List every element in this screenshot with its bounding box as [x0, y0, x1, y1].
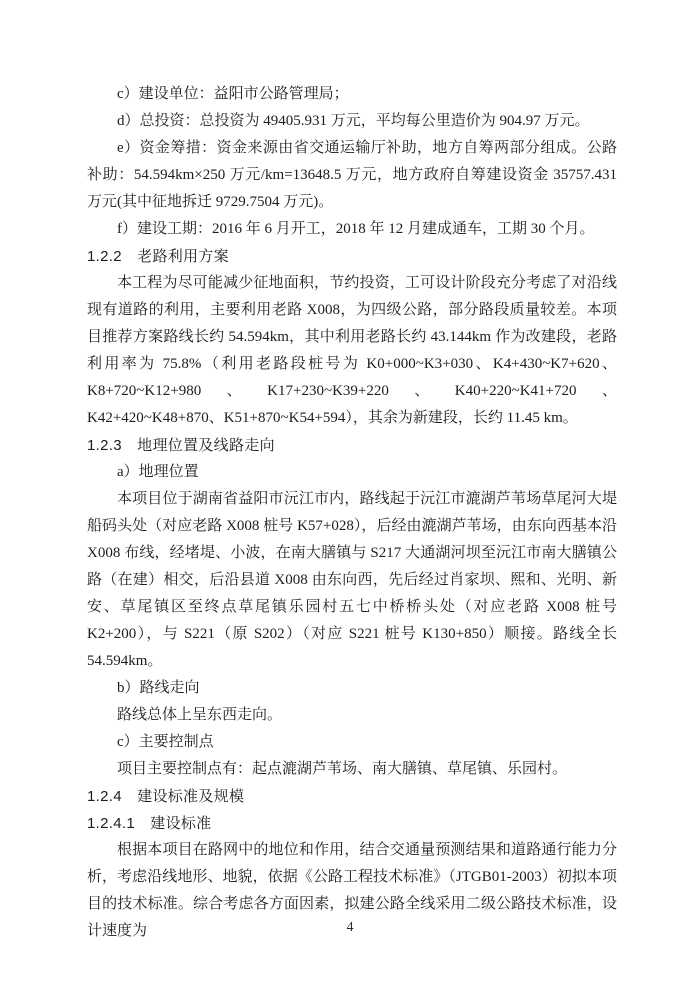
sub-item-c-control-points: c）主要控制点 [117, 734, 214, 750]
list-item-f-construction-period: f）建设工期：2016 年 6 月开工，2018 年 12 月建成通车，工期 30 个月。 [117, 221, 595, 237]
section-heading-1-2-4: 1.2.4 建设标准及规模 [87, 788, 245, 805]
page-number: 4 [346, 920, 354, 935]
list-item-e-funding: e）资金筹措：资金来源由省交通运输厅补助，地方自筹两部分组成。公路补助：54.594km×250 万元/km=13648.5 万元，地方政府自筹建设资金 35757.431 万元(其中征地拆迁 9729.7504 万元)。 [87, 140, 617, 210]
section-heading-1-2-3: 1.2.3 地理位置及线路走向 [87, 437, 275, 454]
subsection-heading-1-2-4-1: 1.2.4.1 建设标准 [87, 815, 212, 832]
sub-item-a-geographic-location: a）地理位置 [117, 464, 199, 480]
sub-item-b-route-direction: b）路线走向 [117, 680, 200, 696]
paragraph-construction-standard: 根据本项目在路网中的地位和作用，结合交通量预测结果和道路通行能力分析，考虑沿线地形、地貌，依据《公路工程技术标准》（JTGB01-2003）初拟本项目的技术标准。综合考虑各方面因素，拟建公路全线采用二级公路技术标准，设计速度为 [87, 842, 617, 939]
paragraph-control-points: 项目主要控制点有：起点漉湖芦苇场、南大膳镇、草尾镇、乐园村。 [117, 761, 568, 777]
document-body [87, 81, 617, 945]
paragraph-route-location: 本项目位于湖南省益阳市沅江市内，路线起于沅江市漉湖芦苇场草尾河大堤船码头处（对应老路 X008 桩号 K57+028），后经由漉湖芦苇场，由东向西基本沿 X008 布线，经堵堤、小波，在南大膳镇与 S217 大通湖河坝至沅江市南大膳镇公路（在建）相交，后沿县道 X008 由东向西，先后经过肖家坝、熙和、光明、新安、草尾镇区至终点草尾镇乐园村五七中桥桥头处（对应老路 X008 桩号 K2+200），与 S221（原 S202）（对应 S221 桩号 K130+850）顺接。路线全长 54.594km。 [87, 491, 617, 669]
section-heading-1-2-2: 1.2.2 老路利用方案 [87, 248, 229, 265]
paragraph-old-road-utilization: 本工程为尽可能减少征地面积，节约投资，工可设计阶段充分考虑了对沿线现有道路的利用，主要利用老路 X008，为四级公路，部分路段质量较差。本项目推荐方案路线长约 54.594km，其中利用老路长约 43.144km 作为改建段，老路利用率为 75.8%（利用老路段桩号为 K0+000~K3+030、K4+430~K7+620、K8+720~K12+980、K17+230~K39+220、K40+220~K41+720、K42+420~K48+870、K51+870~K54+594），其余为新建段，长约 11.45 km。 [87, 275, 617, 426]
list-item-d-total-investment: d）总投资：总投资为 49405.931 万元，平均每公里造价为 904.97 万元。 [117, 113, 590, 129]
paragraph-route-direction: 路线总体上呈东西走向。 [117, 707, 283, 723]
list-item-c-construction-unit: c）建设单位：益阳市公路管理局； [117, 86, 349, 102]
